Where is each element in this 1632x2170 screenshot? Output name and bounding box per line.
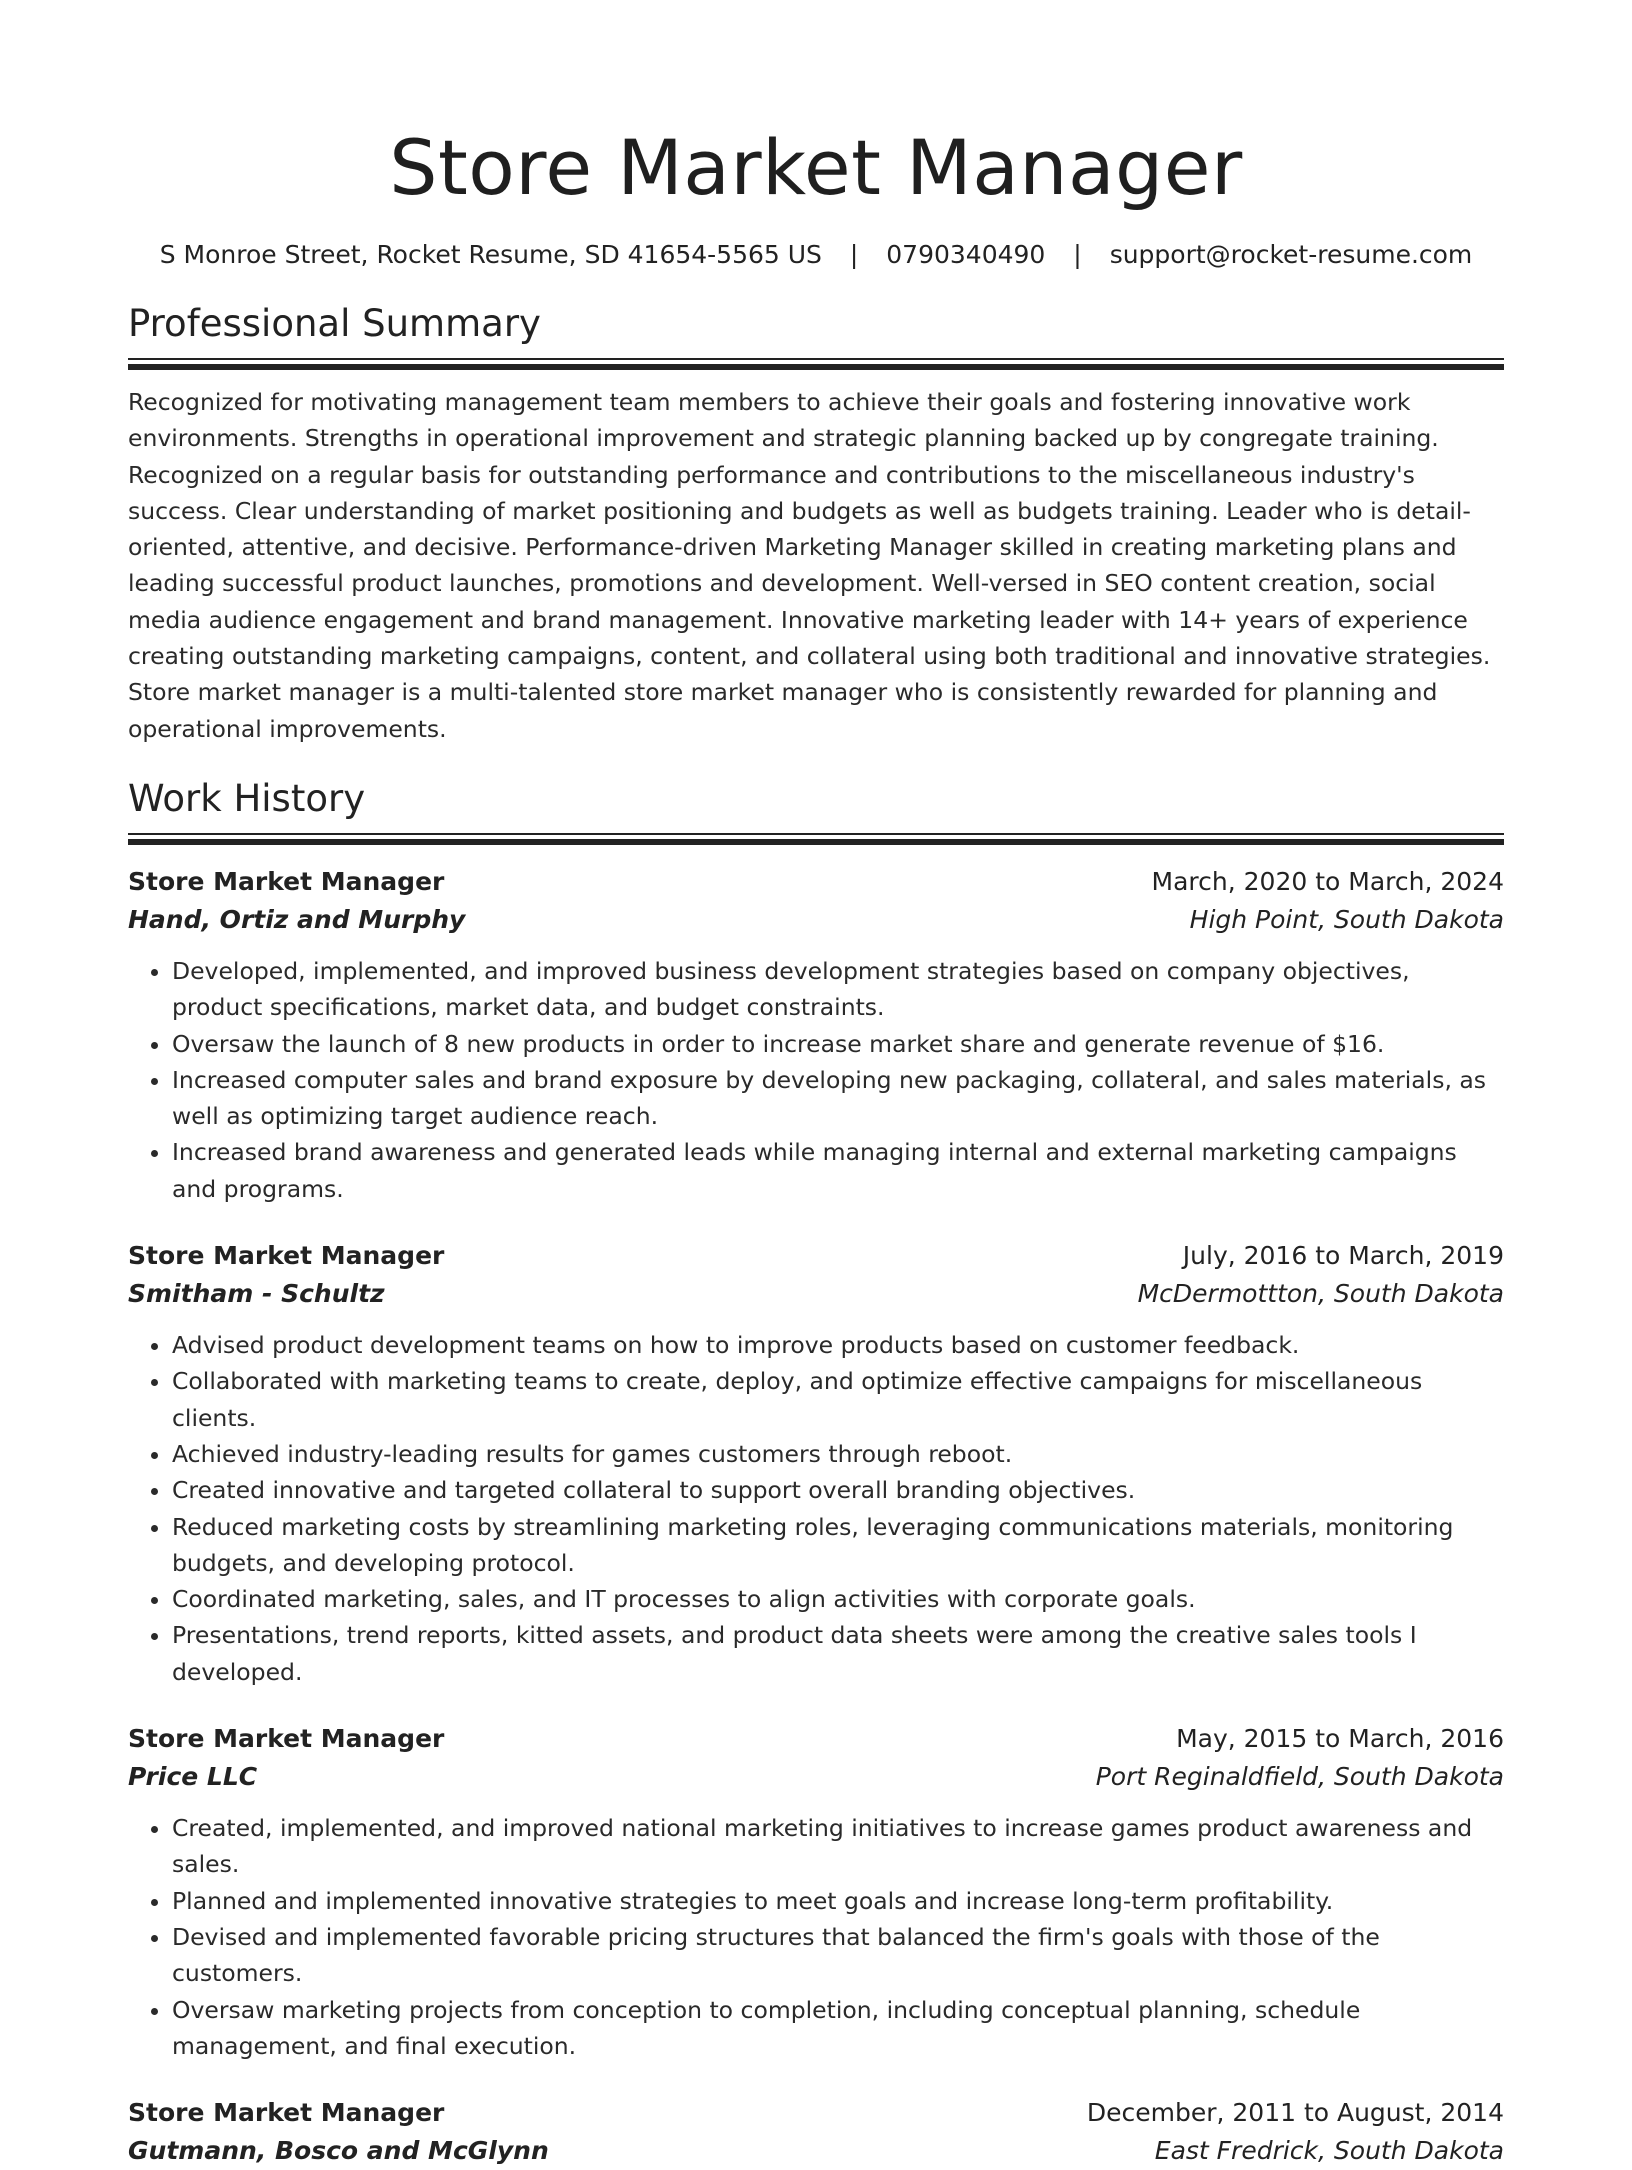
job-entry xyxy=(128,863,1504,1207)
job-bullets xyxy=(128,1810,1504,2064)
contact-line xyxy=(128,240,1504,270)
work-history-section xyxy=(128,777,1504,2170)
job-dates: December, 2011 to August, 2014 xyxy=(1086,2098,1504,2128)
contact-phone: 0790340490 xyxy=(886,240,1046,269)
contact-address: S Monroe Street, Rocket Resume, SD 41654-5565 US xyxy=(159,240,822,269)
section-title-work-history: Work History xyxy=(128,776,366,820)
list-item: • Created, implemented, and improved national marketing initiatives to increase games product awareness and sales. xyxy=(172,1810,1504,1883)
list-item: • Created innovative and targeted collateral to support overall branding objectives. xyxy=(172,1472,1504,1508)
list-item: • Increased computer sales and brand exposure by developing new packaging, collateral, and sales materials, as well as optimizing target audience reach. xyxy=(172,1062,1504,1135)
section-title-summary: Professional Summary xyxy=(128,302,541,345)
list-item: • Advised product development teams on how to improve products based on customer feedback. xyxy=(172,1327,1504,1363)
section-divider xyxy=(128,358,1504,370)
job-dates: May, 2015 to March, 2016 xyxy=(1176,1724,1504,1754)
list-item: • Achieved industry-leading results for games customers through reboot. xyxy=(172,1436,1504,1472)
job-location: East Fredrick, South Dakota xyxy=(1154,2136,1504,2166)
job-subheader xyxy=(128,901,1504,939)
resume-page xyxy=(128,0,1504,2170)
job-company: Smitham - Schultz xyxy=(128,1279,385,1309)
section-divider xyxy=(128,833,1504,845)
job-location: High Point, South Dakota xyxy=(1189,904,1504,934)
job-entry xyxy=(128,1720,1504,2064)
job-location: Port Reginaldfield, South Dakota xyxy=(1095,1762,1504,1792)
job-header xyxy=(128,863,1504,901)
contact-email: support@rocket-resume.com xyxy=(1109,240,1473,269)
list-item: • Presentations, trend reports, kitted assets, and product data sheets were among the creative sales tools I developed. xyxy=(172,1617,1504,1690)
list-item: • Reduced marketing costs by streamlining marketing roles, leveraging communications materials, monitoring budgets, and developing protocol. xyxy=(172,1509,1504,1582)
job-dates: July, 2016 to March, 2019 xyxy=(1182,1241,1504,1271)
job-subheader xyxy=(128,1758,1504,1796)
job-location: McDermottton, South Dakota xyxy=(1137,1279,1504,1309)
job-title: Store Market Manager xyxy=(128,866,445,896)
job-company: Price LLC xyxy=(128,1762,258,1792)
page-title: Store Market Manager xyxy=(389,123,1243,212)
job-subheader xyxy=(128,2132,1504,2170)
job-dates: March, 2020 to March, 2024 xyxy=(1151,866,1504,896)
summary-section xyxy=(128,302,1504,747)
job-subheader xyxy=(128,1275,1504,1313)
list-item: • Oversaw the launch of 8 new products in order to increase market share and generate revenue of $16. xyxy=(172,1026,1504,1062)
job-header xyxy=(128,1720,1504,1758)
job-header xyxy=(128,1237,1504,1275)
list-item: • Oversaw marketing projects from conception to completion, including conceptual planning, schedule management, and final execution. xyxy=(172,1992,1504,2065)
list-item: • Increased brand awareness and generated leads while managing internal and external marketing campaigns and programs. xyxy=(172,1134,1504,1207)
job-header xyxy=(128,2094,1504,2132)
job-bullets xyxy=(128,953,1504,1207)
contact-separator: | xyxy=(849,240,859,269)
job-entry xyxy=(128,2094,1504,2170)
job-title: Store Market Manager xyxy=(128,1241,445,1271)
list-item: • Coordinated marketing, sales, and IT processes to align activities with corporate goals. xyxy=(172,1581,1504,1617)
summary-text: Recognized for motivating management team members to achieve their goals and fostering innovative work environments. Strengths in operational improvement and strategic planning backed up by congregate training. Recognized on a regular basis for outstanding performance and contributions to the miscellaneous industry's success. Clear understanding of market positioning and budgets as well as budgets training. Leader who is detail-oriented, attentive, and decisive. Performance-driven Marketing Manager skilled in creating marketing plans and leading successful product launches, promotions and development. Well-versed in SEO content creation, social media audience engagement and brand management. Innovative marketing leader with 14+ years of experience creating outstanding marketing campaigns, content, and collateral using both traditional and innovative strategies. Store market manager is a multi-talented store market manager who is consistently rewarded for planning and operational improvements. xyxy=(128,388,1491,743)
job-title: Store Market Manager xyxy=(128,1724,445,1754)
job-company: Gutmann, Bosco and McGlynn xyxy=(128,2136,549,2166)
job-bullets xyxy=(128,1327,1504,1690)
list-item: • Planned and implemented innovative strategies to meet goals and increase long-term profitability. xyxy=(172,1883,1504,1919)
list-item: • Devised and implemented favorable pricing structures that balanced the firm's goals with those of the customers. xyxy=(172,1919,1504,1992)
list-item: • Developed, implemented, and improved business development strategies based on company objectives, product specifications, market data, and budget constraints. xyxy=(172,953,1504,1026)
job-entry xyxy=(128,1237,1504,1690)
job-title: Store Market Manager xyxy=(128,2098,445,2128)
job-company: Hand, Ortiz and Murphy xyxy=(128,904,466,934)
contact-separator: | xyxy=(1073,240,1082,269)
list-item: • Collaborated with marketing teams to create, deploy, and optimize effective campaigns for miscellaneous clients. xyxy=(172,1363,1504,1436)
